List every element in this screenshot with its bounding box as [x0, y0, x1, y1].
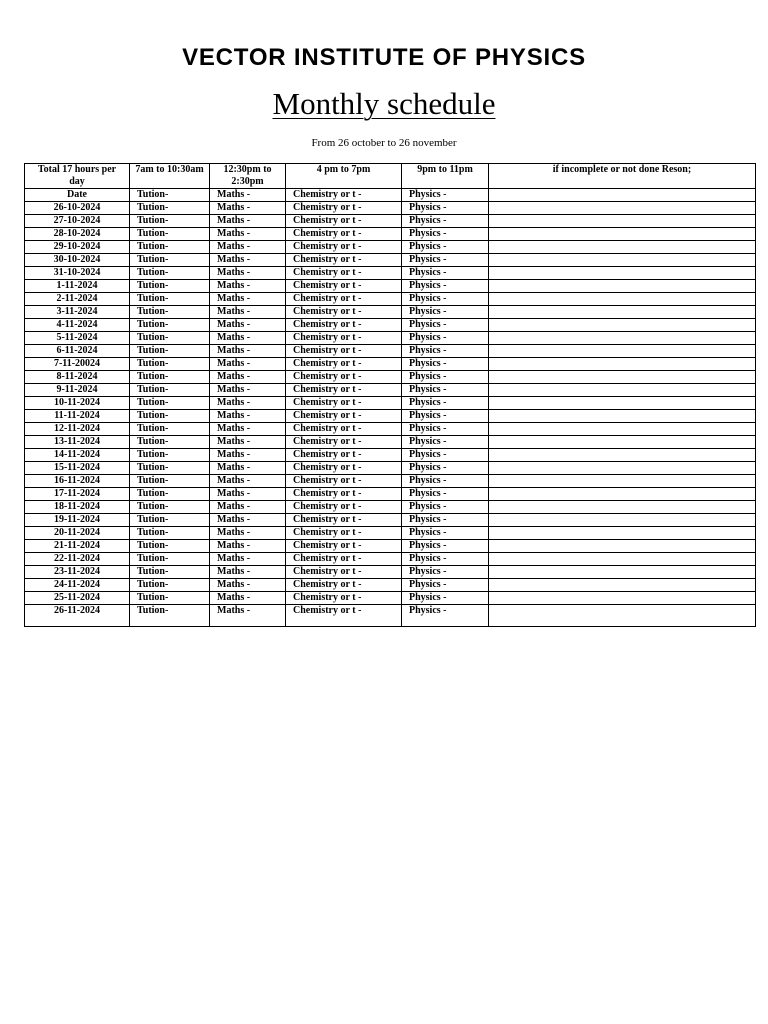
- table-row: [25, 540, 756, 553]
- table-row: [25, 202, 756, 215]
- date-cell: 1-11-2024: [25, 280, 130, 293]
- date-cell: Date: [25, 189, 130, 202]
- chemistry-cell: Chemistry or t -: [286, 423, 402, 436]
- physics-cell: Physics -: [402, 566, 489, 579]
- schedule-table-header: [25, 164, 756, 189]
- maths-cell: Maths -: [210, 605, 286, 627]
- maths-cell: Maths -: [210, 514, 286, 527]
- reason-cell: [489, 449, 756, 462]
- tution-cell: Tution-: [130, 371, 210, 384]
- table-row: [25, 384, 756, 397]
- column-header-morning-slot: 7am to 10:30am: [130, 164, 210, 189]
- chemistry-cell: Chemistry or t -: [286, 280, 402, 293]
- maths-cell: Maths -: [210, 579, 286, 592]
- table-row: [25, 488, 756, 501]
- date-cell: 25-11-2024: [25, 592, 130, 605]
- physics-cell: Physics -: [402, 527, 489, 540]
- date-cell: 15-11-2024: [25, 462, 130, 475]
- date-cell: 2-11-2024: [25, 293, 130, 306]
- physics-cell: Physics -: [402, 592, 489, 605]
- physics-cell: Physics -: [402, 267, 489, 280]
- maths-cell: Maths -: [210, 423, 286, 436]
- reason-cell: [489, 397, 756, 410]
- table-row: [25, 449, 756, 462]
- chemistry-cell: Chemistry or t -: [286, 488, 402, 501]
- date-cell: 24-11-2024: [25, 579, 130, 592]
- date-cell: 13-11-2024: [25, 436, 130, 449]
- table-row: [25, 592, 756, 605]
- table-row: [25, 553, 756, 566]
- reason-cell: [489, 475, 756, 488]
- maths-cell: Maths -: [210, 189, 286, 202]
- table-row: [25, 462, 756, 475]
- date-cell: 10-11-2024: [25, 397, 130, 410]
- column-header-reason: if incomplete or not done Reson;: [489, 164, 756, 189]
- physics-cell: Physics -: [402, 215, 489, 228]
- tution-cell: Tution-: [130, 566, 210, 579]
- tution-cell: Tution-: [130, 202, 210, 215]
- maths-cell: Maths -: [210, 202, 286, 215]
- tution-cell: Tution-: [130, 397, 210, 410]
- chemistry-cell: Chemistry or t -: [286, 293, 402, 306]
- physics-cell: Physics -: [402, 371, 489, 384]
- tution-cell: Tution-: [130, 462, 210, 475]
- chemistry-cell: Chemistry or t -: [286, 540, 402, 553]
- table-row: [25, 241, 756, 254]
- table-row: [25, 254, 756, 267]
- chemistry-cell: Chemistry or t -: [286, 189, 402, 202]
- chemistry-cell: Chemistry or t -: [286, 306, 402, 319]
- date-cell: 26-11-2024: [25, 605, 130, 627]
- chemistry-cell: Chemistry or t -: [286, 319, 402, 332]
- maths-cell: Maths -: [210, 436, 286, 449]
- tution-cell: Tution-: [130, 384, 210, 397]
- reason-cell: [489, 527, 756, 540]
- table-row: [25, 514, 756, 527]
- table-row: [25, 566, 756, 579]
- tution-cell: Tution-: [130, 332, 210, 345]
- tution-cell: Tution-: [130, 605, 210, 627]
- chemistry-cell: Chemistry or t -: [286, 345, 402, 358]
- maths-cell: Maths -: [210, 215, 286, 228]
- physics-cell: Physics -: [402, 553, 489, 566]
- date-cell: 20-11-2024: [25, 527, 130, 540]
- table-row: [25, 319, 756, 332]
- tution-cell: Tution-: [130, 423, 210, 436]
- header-row: [25, 164, 756, 189]
- physics-cell: Physics -: [402, 462, 489, 475]
- maths-cell: Maths -: [210, 332, 286, 345]
- maths-cell: Maths -: [210, 371, 286, 384]
- schedule-table-body: [25, 189, 756, 627]
- maths-cell: Maths -: [210, 267, 286, 280]
- tution-cell: Tution-: [130, 540, 210, 553]
- maths-cell: Maths -: [210, 553, 286, 566]
- chemistry-cell: Chemistry or t -: [286, 202, 402, 215]
- physics-cell: Physics -: [402, 280, 489, 293]
- chemistry-cell: Chemistry or t -: [286, 527, 402, 540]
- reason-cell: [489, 306, 756, 319]
- reason-cell: [489, 384, 756, 397]
- date-cell: 9-11-2024: [25, 384, 130, 397]
- physics-cell: Physics -: [402, 514, 489, 527]
- date-cell: 29-10-2024: [25, 241, 130, 254]
- maths-cell: Maths -: [210, 501, 286, 514]
- date-cell: 31-10-2024: [25, 267, 130, 280]
- chemistry-cell: Chemistry or t -: [286, 215, 402, 228]
- maths-cell: Maths -: [210, 540, 286, 553]
- reason-cell: [489, 358, 756, 371]
- tution-cell: Tution-: [130, 280, 210, 293]
- reason-cell: [489, 254, 756, 267]
- tution-cell: Tution-: [130, 189, 210, 202]
- maths-cell: Maths -: [210, 280, 286, 293]
- physics-cell: Physics -: [402, 189, 489, 202]
- tution-cell: Tution-: [130, 410, 210, 423]
- reason-cell: [489, 462, 756, 475]
- date-cell: 5-11-2024: [25, 332, 130, 345]
- maths-cell: Maths -: [210, 228, 286, 241]
- physics-cell: Physics -: [402, 202, 489, 215]
- tution-cell: Tution-: [130, 449, 210, 462]
- physics-cell: Physics -: [402, 436, 489, 449]
- date-cell: 19-11-2024: [25, 514, 130, 527]
- date-cell: 22-11-2024: [25, 553, 130, 566]
- maths-cell: Maths -: [210, 592, 286, 605]
- date-cell: 7-11-20024: [25, 358, 130, 371]
- table-row: [25, 280, 756, 293]
- chemistry-cell: Chemistry or t -: [286, 241, 402, 254]
- reason-cell: [489, 410, 756, 423]
- table-row: [25, 332, 756, 345]
- maths-cell: Maths -: [210, 293, 286, 306]
- table-row: [25, 605, 756, 627]
- reason-cell: [489, 501, 756, 514]
- reason-cell: [489, 423, 756, 436]
- reason-cell: [489, 514, 756, 527]
- physics-cell: Physics -: [402, 332, 489, 345]
- maths-cell: Maths -: [210, 475, 286, 488]
- physics-cell: Physics -: [402, 488, 489, 501]
- column-header-afternoon-slot: 12:30pm to 2:30pm: [210, 164, 286, 189]
- chemistry-cell: Chemistry or t -: [286, 332, 402, 345]
- tution-cell: Tution-: [130, 488, 210, 501]
- maths-cell: Maths -: [210, 254, 286, 267]
- maths-cell: Maths -: [210, 345, 286, 358]
- physics-cell: Physics -: [402, 397, 489, 410]
- physics-cell: Physics -: [402, 306, 489, 319]
- maths-cell: Maths -: [210, 449, 286, 462]
- date-cell: 6-11-2024: [25, 345, 130, 358]
- chemistry-cell: Chemistry or t -: [286, 475, 402, 488]
- physics-cell: Physics -: [402, 501, 489, 514]
- reason-cell: [489, 579, 756, 592]
- chemistry-cell: Chemistry or t -: [286, 605, 402, 627]
- table-row: [25, 423, 756, 436]
- schedule-table: [24, 163, 756, 627]
- physics-cell: Physics -: [402, 423, 489, 436]
- maths-cell: Maths -: [210, 358, 286, 371]
- reason-cell: [489, 267, 756, 280]
- date-range-subtitle: From 26 october to 26 november: [311, 137, 457, 149]
- physics-cell: Physics -: [402, 345, 489, 358]
- table-row: [25, 189, 756, 202]
- maths-cell: Maths -: [210, 462, 286, 475]
- tution-cell: Tution-: [130, 579, 210, 592]
- chemistry-cell: Chemistry or t -: [286, 384, 402, 397]
- table-row: [25, 436, 756, 449]
- tution-cell: Tution-: [130, 553, 210, 566]
- physics-cell: Physics -: [402, 540, 489, 553]
- reason-cell: [489, 241, 756, 254]
- tution-cell: Tution-: [130, 254, 210, 267]
- tution-cell: Tution-: [130, 358, 210, 371]
- maths-cell: Maths -: [210, 384, 286, 397]
- tution-cell: Tution-: [130, 215, 210, 228]
- tution-cell: Tution-: [130, 527, 210, 540]
- chemistry-cell: Chemistry or t -: [286, 553, 402, 566]
- table-row: [25, 215, 756, 228]
- chemistry-cell: Chemistry or t -: [286, 371, 402, 384]
- reason-cell: [489, 605, 756, 627]
- reason-cell: [489, 436, 756, 449]
- table-row: [25, 358, 756, 371]
- reason-cell: [489, 319, 756, 332]
- physics-cell: Physics -: [402, 254, 489, 267]
- physics-cell: Physics -: [402, 579, 489, 592]
- reason-cell: [489, 371, 756, 384]
- chemistry-cell: Chemistry or t -: [286, 410, 402, 423]
- physics-cell: Physics -: [402, 319, 489, 332]
- chemistry-cell: Chemistry or t -: [286, 228, 402, 241]
- maths-cell: Maths -: [210, 319, 286, 332]
- page-title: Monthly schedule: [272, 86, 496, 121]
- table-row: [25, 397, 756, 410]
- maths-cell: Maths -: [210, 527, 286, 540]
- physics-cell: Physics -: [402, 358, 489, 371]
- tution-cell: Tution-: [130, 241, 210, 254]
- date-cell: 8-11-2024: [25, 371, 130, 384]
- chemistry-cell: Chemistry or t -: [286, 267, 402, 280]
- table-row: [25, 501, 756, 514]
- column-header-evening-slot: 4 pm to 7pm: [286, 164, 402, 189]
- chemistry-cell: Chemistry or t -: [286, 358, 402, 371]
- tution-cell: Tution-: [130, 514, 210, 527]
- chemistry-cell: Chemistry or t -: [286, 501, 402, 514]
- table-row: [25, 228, 756, 241]
- maths-cell: Maths -: [210, 306, 286, 319]
- date-cell: 14-11-2024: [25, 449, 130, 462]
- date-cell: 16-11-2024: [25, 475, 130, 488]
- date-cell: 18-11-2024: [25, 501, 130, 514]
- physics-cell: Physics -: [402, 228, 489, 241]
- reason-cell: [489, 202, 756, 215]
- physics-cell: Physics -: [402, 293, 489, 306]
- reason-cell: [489, 566, 756, 579]
- physics-cell: Physics -: [402, 384, 489, 397]
- reason-cell: [489, 592, 756, 605]
- maths-cell: Maths -: [210, 566, 286, 579]
- date-cell: 27-10-2024: [25, 215, 130, 228]
- maths-cell: Maths -: [210, 410, 286, 423]
- chemistry-cell: Chemistry or t -: [286, 579, 402, 592]
- institute-name: VECTOR INSTITUTE OF PHYSICS: [182, 44, 586, 71]
- reason-cell: [489, 345, 756, 358]
- table-row: [25, 293, 756, 306]
- date-cell: 12-11-2024: [25, 423, 130, 436]
- date-cell: 23-11-2024: [25, 566, 130, 579]
- tution-cell: Tution-: [130, 592, 210, 605]
- tution-cell: Tution-: [130, 501, 210, 514]
- chemistry-cell: Chemistry or t -: [286, 397, 402, 410]
- date-cell: 21-11-2024: [25, 540, 130, 553]
- date-cell: 30-10-2024: [25, 254, 130, 267]
- maths-cell: Maths -: [210, 241, 286, 254]
- chemistry-cell: Chemistry or t -: [286, 436, 402, 449]
- date-cell: 17-11-2024: [25, 488, 130, 501]
- column-header-total-hours: Total 17 hours per day: [25, 164, 130, 189]
- physics-cell: Physics -: [402, 410, 489, 423]
- date-cell: 28-10-2024: [25, 228, 130, 241]
- physics-cell: Physics -: [402, 449, 489, 462]
- reason-cell: [489, 332, 756, 345]
- date-cell: 26-10-2024: [25, 202, 130, 215]
- chemistry-cell: Chemistry or t -: [286, 592, 402, 605]
- tution-cell: Tution-: [130, 475, 210, 488]
- physics-cell: Physics -: [402, 475, 489, 488]
- table-row: [25, 410, 756, 423]
- tution-cell: Tution-: [130, 293, 210, 306]
- maths-cell: Maths -: [210, 488, 286, 501]
- reason-cell: [489, 488, 756, 501]
- table-row: [25, 371, 756, 384]
- table-row: [25, 475, 756, 488]
- tution-cell: Tution-: [130, 319, 210, 332]
- table-row: [25, 345, 756, 358]
- date-cell: 11-11-2024: [25, 410, 130, 423]
- table-row: [25, 267, 756, 280]
- chemistry-cell: Chemistry or t -: [286, 254, 402, 267]
- chemistry-cell: Chemistry or t -: [286, 514, 402, 527]
- reason-cell: [489, 280, 756, 293]
- table-row: [25, 306, 756, 319]
- reason-cell: [489, 189, 756, 202]
- tution-cell: Tution-: [130, 345, 210, 358]
- tution-cell: Tution-: [130, 306, 210, 319]
- tution-cell: Tution-: [130, 228, 210, 241]
- date-cell: 4-11-2024: [25, 319, 130, 332]
- physics-cell: Physics -: [402, 605, 489, 627]
- date-cell: 3-11-2024: [25, 306, 130, 319]
- tution-cell: Tution-: [130, 267, 210, 280]
- physics-cell: Physics -: [402, 241, 489, 254]
- table-row: [25, 527, 756, 540]
- chemistry-cell: Chemistry or t -: [286, 449, 402, 462]
- reason-cell: [489, 215, 756, 228]
- reason-cell: [489, 540, 756, 553]
- table-row: [25, 579, 756, 592]
- reason-cell: [489, 293, 756, 306]
- maths-cell: Maths -: [210, 397, 286, 410]
- tution-cell: Tution-: [130, 436, 210, 449]
- column-header-night-slot: 9pm to 11pm: [402, 164, 489, 189]
- chemistry-cell: Chemistry or t -: [286, 566, 402, 579]
- chemistry-cell: Chemistry or t -: [286, 462, 402, 475]
- reason-cell: [489, 553, 756, 566]
- reason-cell: [489, 228, 756, 241]
